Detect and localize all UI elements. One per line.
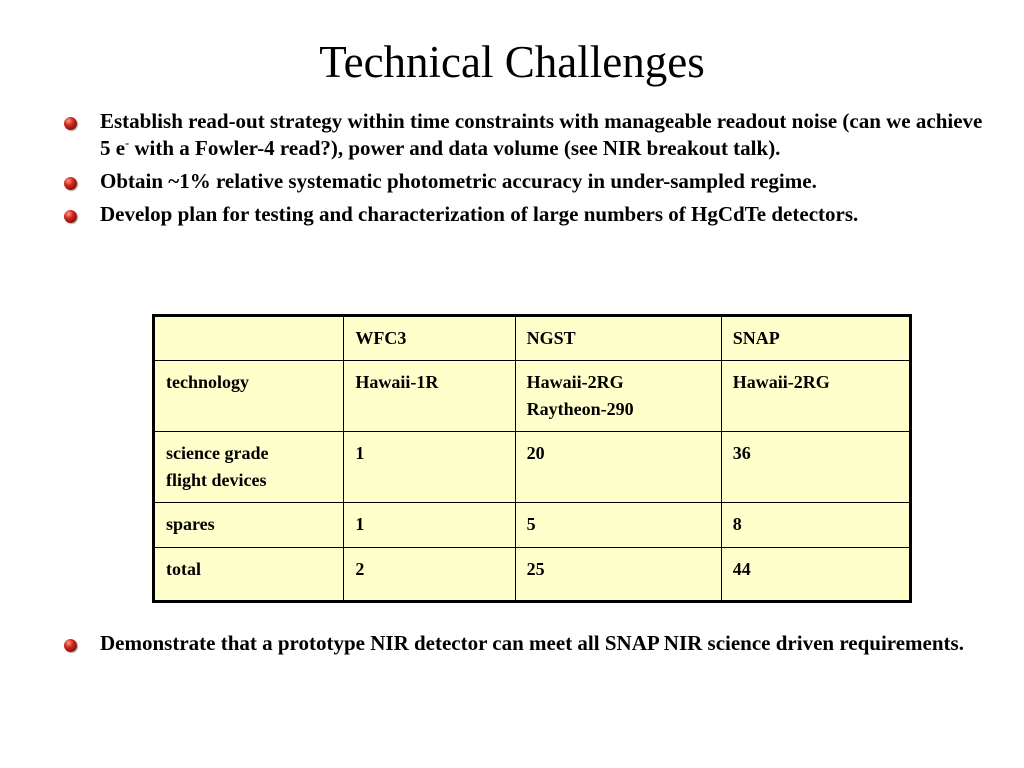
- bottom-bullet-list: [64, 630, 994, 663]
- table-row-label-line: flight devices: [166, 470, 267, 490]
- red-sphere-bullet-icon: [64, 210, 77, 223]
- table-row-spares: [154, 503, 911, 548]
- table-row-label: total: [154, 548, 344, 602]
- bullet-readout-strategy: [64, 108, 994, 162]
- table-cell: 44: [721, 548, 910, 602]
- table-cell: 20: [515, 432, 721, 503]
- table-row-label: spares: [154, 503, 344, 548]
- table-header-cell-snap: SNAP: [721, 316, 910, 361]
- table-header-cell-ngst: NGST: [515, 316, 721, 361]
- table-cell: 36: [721, 432, 910, 503]
- red-sphere-bullet-icon: [64, 177, 77, 190]
- bullet-photometric-accuracy: [64, 168, 994, 195]
- bullet-list: [64, 108, 994, 234]
- slide-title: Technical Challenges: [319, 37, 705, 87]
- table-cell: [515, 361, 721, 432]
- superscript-minus: -: [125, 136, 130, 150]
- table-cell: 2: [344, 548, 515, 602]
- table-row-technology: [154, 361, 911, 432]
- table-header-row: [154, 316, 911, 361]
- bullet-text: Develop plan for testing and characterization of large numbers of HgCdTe detectors.: [100, 202, 859, 226]
- table-cell: Hawaii-1R: [344, 361, 515, 432]
- bullet-prototype-demo: [64, 630, 994, 657]
- table-row-science-grade: [154, 432, 911, 503]
- table-cell: 1: [344, 503, 515, 548]
- table-cell-line: Raytheon-290: [526, 399, 634, 419]
- bullet-text: Obtain ~1% relative systematic photometric accuracy in under-sampled regime.: [100, 169, 817, 193]
- table-header-cell-wfc3: WFC3: [344, 316, 515, 361]
- table-cell: 8: [721, 503, 910, 548]
- table-header-cell-empty: [154, 316, 344, 361]
- table-cell: 1: [344, 432, 515, 503]
- red-sphere-bullet-icon: [64, 117, 77, 130]
- bullet-testing-plan: [64, 201, 994, 228]
- table-cell-line: Hawaii-2RG: [526, 372, 624, 392]
- table-cell: Hawaii-2RG: [721, 361, 910, 432]
- bullet-text: Establish read-out strategy within time constraints with manageable readout noise (can we achieve 5 e- with a Fowler-4 read?), power and data volume (see NIR breakout talk).: [100, 109, 983, 160]
- bullet-text: Demonstrate that a prototype NIR detector can meet all SNAP NIR science driven requirements.: [100, 631, 964, 655]
- table-row-label: technology: [154, 361, 344, 432]
- table-row-label: [154, 432, 344, 503]
- detector-comparison-table: [152, 314, 912, 603]
- red-sphere-bullet-icon: [64, 639, 77, 652]
- table-row-total: [154, 548, 911, 602]
- table-row-label-line: science grade: [166, 443, 269, 463]
- table-cell: 25: [515, 548, 721, 602]
- table-cell: 5: [515, 503, 721, 548]
